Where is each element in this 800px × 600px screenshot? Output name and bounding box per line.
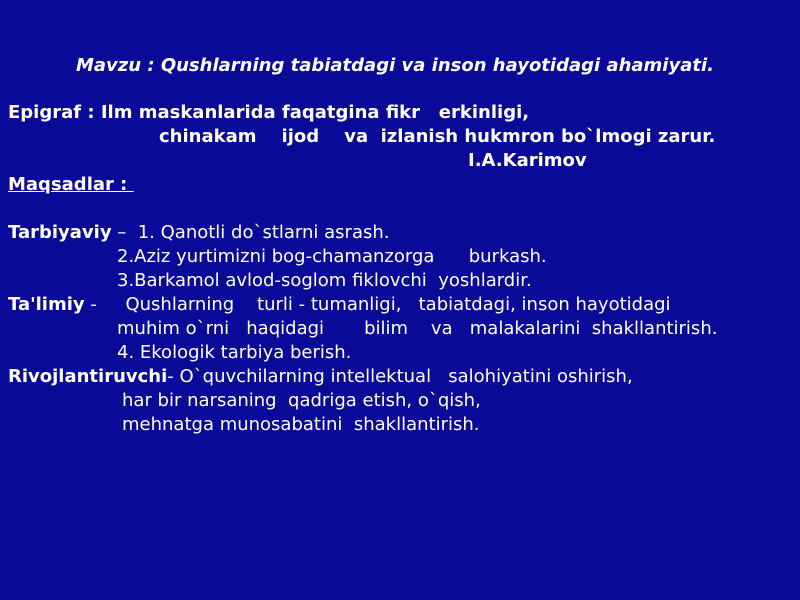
goals-heading: Maqsadlar : [8,174,134,195]
talimiy-text-1: - Qushlarning turli - tumanligi, tabiatdagi, inson hayotidagi [84,294,671,315]
page-title: Mavzu : Qushlarning tabiatdagi va inson hayotidagi ahamiyati. [76,55,714,76]
epigraph-text-1: Ilm maskanlarida faqatgina fikr erkinligi, [100,102,530,123]
talimiy-label: Ta'limiy [8,294,85,315]
talimiy-text-3: 4. Ekologik tarbiya berish. [117,342,352,363]
rivojlantiruvchi-text-3: mehnatga munosabatini shakllantirish. [122,414,480,435]
epigraph-text-2: chinakam ijod va izlanish hukmron bo`lmogi zarur. [159,126,716,147]
epigraph-author: I.A.Karimov [468,150,587,171]
epigraph-label: Epigraf : [8,102,101,123]
epigraph-line-1 [8,101,529,125]
tarbiyaviy-item-1: – 1. Qanotli do`stlarni asrash. [111,222,390,243]
rivojlantiruvchi-text-1: - O`quvchilarning intellektual salohiyatini oshirish, [167,366,633,387]
rivojlantiruvchi-line-1 [8,365,633,389]
tarbiyaviy-item-3: 3.Barkamol avlod-soglom fiklovchi yoshlardir. [117,270,532,291]
talimiy-text-2: muhim o`rni haqidagi bilim va malakalarini shakllantirish. [117,318,718,339]
tarbiyaviy-label: Tarbiyaviy [8,222,112,243]
rivojlantiruvchi-text-2: har bir narsaning qadriga etish, o`qish, [122,390,481,411]
talimiy-line-1 [8,293,671,317]
rivojlantiruvchi-label: Rivojlantiruvchi [8,366,168,387]
tarbiyaviy-line-1 [8,221,390,245]
tarbiyaviy-item-2: 2.Aziz yurtimizni bog-chamanzorga burkash. [117,246,547,267]
